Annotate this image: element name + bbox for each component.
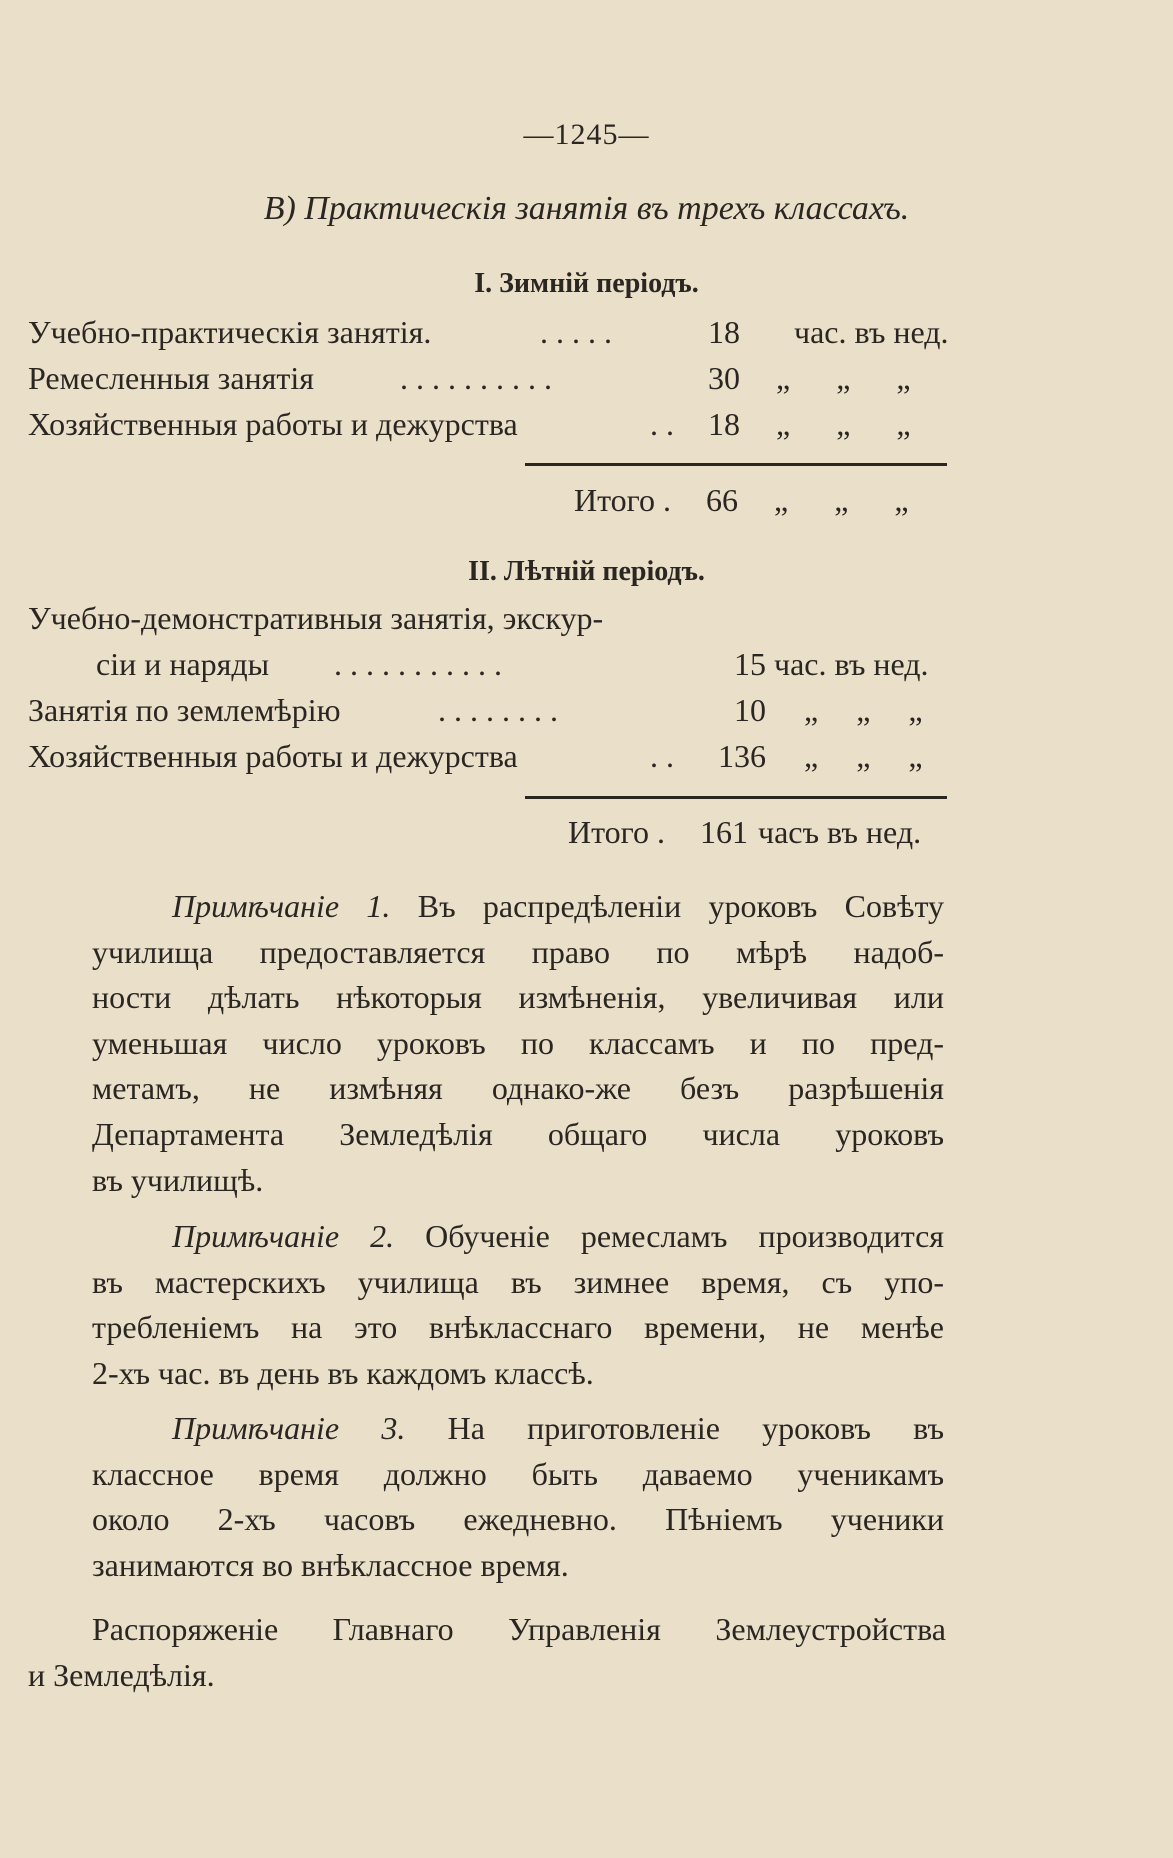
row-hours: 18: [708, 406, 740, 442]
ordinance-line: Распоряженіе Главнаго Управленія Землеустройства: [92, 1611, 946, 1647]
total-unit: часъ въ нед.: [758, 814, 922, 850]
row-dots: . . . . . . . . . .: [400, 360, 552, 396]
note-2: [92, 1214, 944, 1396]
note-1-line: въ училищѣ.: [92, 1161, 264, 1198]
note-3-line: занимаются во внѣклассное время.: [92, 1546, 569, 1583]
row-dots: . .: [650, 406, 674, 442]
total-label: Итого .: [568, 814, 665, 850]
row-hours: 10: [734, 692, 766, 728]
summer-row: [28, 600, 1146, 644]
note-3-line: около 2-хъ часовъ ежедневно. Пѣніемъ ученики: [92, 1501, 944, 1538]
total-hours: 66: [706, 482, 738, 518]
winter-total: [0, 482, 1173, 526]
row-ditto: „ „ „: [804, 692, 923, 728]
row-ditto: „ „ „: [776, 360, 911, 396]
row-unit: час. въ нед.: [774, 646, 929, 682]
summer-total: [0, 814, 1173, 858]
note-2-line: въ мастерскихъ училища въ зимнее время, съ упо-: [92, 1263, 944, 1300]
row-unit: час. въ нед.: [794, 314, 949, 350]
note-1-line: ности дѣлать нѣкоторыя измѣненія, увеличивая или: [92, 979, 944, 1016]
winter-row: [28, 360, 1146, 404]
winter-row: [28, 406, 1146, 450]
winter-period-title: I. Зимній періодъ.: [474, 268, 699, 299]
row-ditto: „ „ „: [804, 738, 923, 774]
row-label: Учебно-демонстративныя занятія, экскур-: [28, 600, 604, 636]
note-1-line: Примѣчаніе 1. Въ распредѣленіи уроковъ Совѣту: [92, 884, 944, 930]
row-label: Учебно-практическія занятія.: [28, 314, 432, 350]
row-hours: 18: [708, 314, 740, 350]
row-dots: . .: [650, 738, 674, 774]
sum-rule: [525, 796, 947, 799]
summer-row: [28, 646, 1146, 690]
row-hours: 30: [708, 360, 740, 396]
total-ditto: „ „ „: [774, 482, 909, 518]
note-1-line: уменьшая число уроковъ по классамъ и по пред-: [92, 1024, 944, 1061]
note-2-label: Примѣчаніе 2.: [172, 1218, 395, 1254]
ordinance-reference: [28, 1606, 946, 1698]
page-number: —1245—: [523, 118, 650, 151]
note-3-line: классное время должно быть даваемо ученикамъ: [92, 1455, 944, 1492]
sum-rule: [525, 463, 947, 466]
summer-row: [28, 692, 1146, 736]
ordinance-line: и Земледѣлія.: [28, 1657, 215, 1693]
note-2-line: требленіемъ на это внѣкласснаго времени, не менѣе: [92, 1309, 944, 1346]
note-1-line: училища предоставляется право по мѣрѣ надоб-: [92, 933, 944, 970]
note-3-line: Примѣчаніе 3. На приготовленіе уроковъ въ: [92, 1406, 944, 1452]
section-heading: В) Практическія занятія въ трехъ классахъ.: [263, 190, 910, 227]
row-ditto: „ „ „: [776, 406, 911, 442]
note-3-label: Примѣчаніе 3.: [172, 1410, 406, 1446]
row-label: Занятія по землемѣрію: [28, 692, 341, 728]
note-1: [92, 884, 944, 1203]
note-2-line: Примѣчаніе 2. Обученіе ремесламъ производится: [92, 1214, 944, 1260]
note-2-line: 2-хъ час. въ день въ каждомъ классѣ.: [92, 1354, 594, 1391]
total-label: Итого .: [574, 482, 671, 518]
row-label: Ремесленныя занятія: [28, 360, 314, 396]
row-dots: . . . . . . . . . . .: [334, 646, 502, 682]
summer-row: [28, 738, 1146, 782]
note-1-line: метамъ, не измѣняя однако-же безъ разрѣшенія: [92, 1070, 944, 1107]
note-1-line: Департамента Земледѣлія общаго числа уроковъ: [92, 1115, 944, 1152]
row-dots: . . . . . . . .: [438, 692, 558, 728]
note-1-label: Примѣчаніе 1.: [172, 888, 391, 924]
row-hours: 136: [718, 738, 766, 774]
note-3: [92, 1406, 944, 1588]
row-hours: 15: [734, 646, 766, 682]
total-hours: 161: [700, 814, 748, 850]
row-label: Хозяйственныя работы и дежурства: [28, 406, 518, 442]
row-label: Хозяйственныя работы и дежурства: [28, 738, 518, 774]
row-label: сіи и наряды: [96, 646, 270, 682]
summer-period-title: II. Лѣтній періодъ.: [468, 556, 705, 587]
row-dots: . . . . .: [540, 314, 612, 350]
winter-row: [28, 314, 1146, 358]
